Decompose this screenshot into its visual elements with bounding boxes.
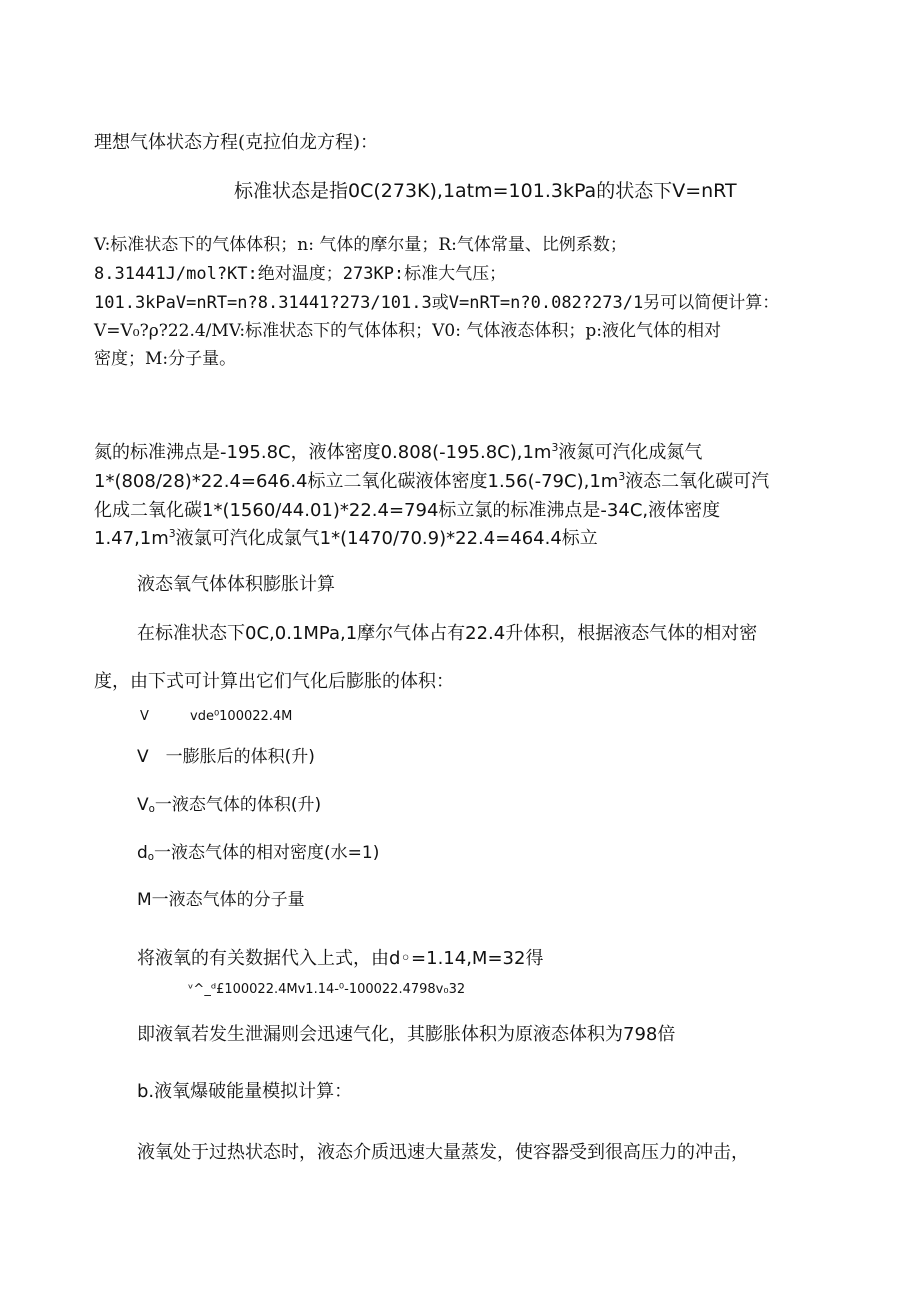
text-line: 密度；M:分子量。 [94, 349, 237, 369]
text-segment: d [137, 843, 148, 863]
subscript: o [148, 804, 155, 816]
text-segment: 液态二氧化碳可汽 [625, 471, 770, 492]
intro-line-2: 度，由下式可计算出它们气化后膨胀的体积： [94, 671, 454, 692]
definition-v: V 一膨胀后的体积(升) [137, 747, 315, 767]
text-segment: V [137, 795, 149, 815]
definition-m: M一液态气体的分子量 [137, 890, 305, 910]
superscript: 3 [168, 526, 176, 540]
definition-v0 [137, 790, 321, 815]
definition-d0 [137, 838, 379, 863]
formula-v: V [140, 709, 149, 724]
paragraph-chlorine-cont [94, 524, 598, 550]
text-segment: 1.47,1m [94, 528, 169, 549]
standard-state-line: 标准状态是指0C(273K),1atm=101.3kPa的状态下V=nRT [234, 180, 737, 202]
text-segment: 液氮可汽化成氮气 [558, 442, 703, 463]
section-title-ideal-gas: 理想气体状态方程(克拉伯龙方程)： [94, 132, 379, 153]
superscript: 3 [551, 440, 559, 454]
text-line: V=V₀?ρ?22.4/MV:标准状态下的气体体积；V0: 气体液态体积；p:液化气体的相对 [94, 321, 721, 341]
calculation-line: ᵛ^_ᵈ£100022.4Mv1.14-⁰-100022.4798v₀32 [188, 982, 466, 997]
text-segment: 1*(808/28)*22.4=646.4标立二氧化碳液体密度1.56(-79C),1m [94, 471, 619, 492]
heading-b: b.液氧爆破能量模拟计算： [137, 1081, 353, 1102]
last-line: 液氧处于过热状态时，液态介质迅速大量蒸发，使容器受到很高压力的冲击， [137, 1142, 749, 1163]
text-segment: 液氯可汽化成氯气1*(1470/70.9)*22.4=464.4标立 [175, 528, 598, 549]
text-line: 101.3kPaV=nRT=n?8.31441?273/101.3或V=nRT=n?0.082?273/1另可以简便计算： [94, 293, 780, 313]
heading-expansion: 液态氧气体体积膨胀计算 [137, 574, 335, 595]
paragraph-nitrogen [94, 438, 702, 464]
substitute-line: 将液氧的有关数据代入上式，由d◦=1.14,M=32得 [137, 948, 544, 969]
paragraph-chlorine: 化成二氧化碳1*(1560/44.01)*22.4=794标立氯的标准沸点是-34C,液体密度 [94, 500, 721, 521]
text-segment: 氮的标准沸点是-195.8C，液体密度0.808(-195.8C),1m [94, 442, 552, 463]
text-segment: 一液态气体的体积(升) [154, 795, 322, 815]
intro-line-1: 在标准状态下0C,0.1MPa,1摩尔气体占有22.4升体积，根据液态气体的相对密 [137, 623, 758, 644]
superscript: 3 [618, 469, 626, 483]
paragraph-co2 [94, 467, 769, 493]
text-line: 8.31441J/mol?KT:绝对温度；273KP:标准大气压； [94, 264, 507, 284]
formula-rest: vde⁰100022.4M [190, 709, 293, 724]
text-line: V:标准状态下的气体体积；n: 气体的摩尔量；R:气体常量、比例系数； [94, 235, 627, 255]
text-segment: 一液态气体的相对密度(水=1) [154, 843, 380, 863]
conclusion-line: 即液氧若发生泄漏则会迅速气化，其膨胀体积为原液态体积为798倍 [137, 1024, 676, 1045]
subscript: o [147, 852, 155, 864]
